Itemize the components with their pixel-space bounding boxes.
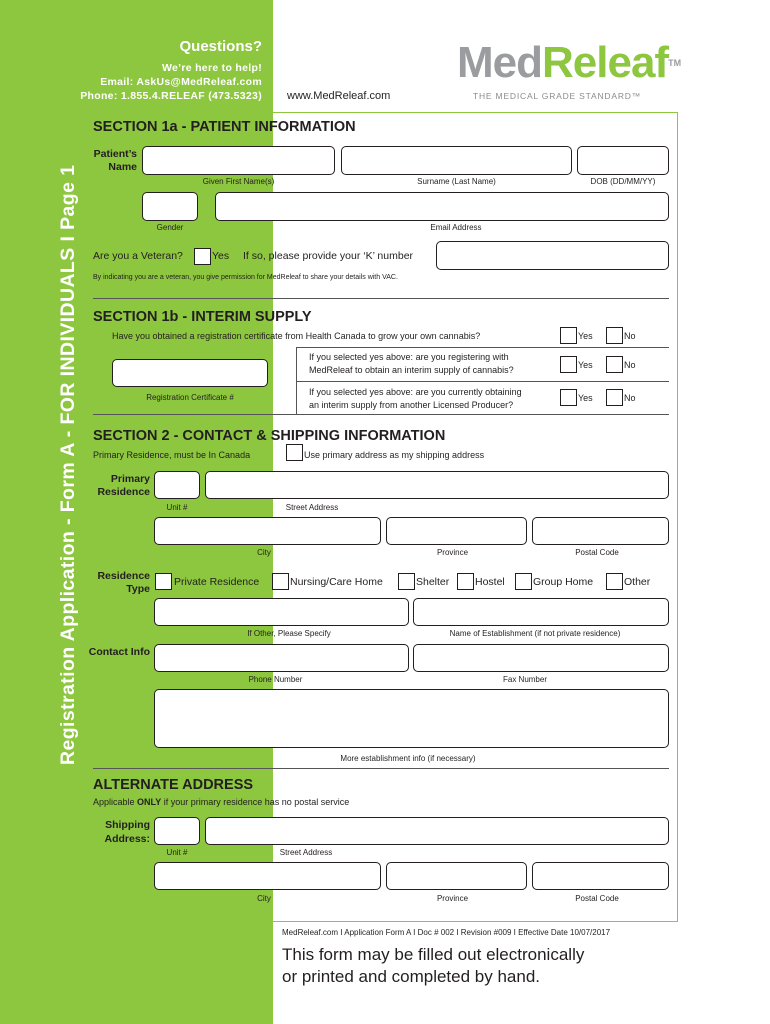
interim-q3-line2: an interim supply from another Licensed Producer?: [309, 400, 514, 410]
residence-nursing-checkbox[interactable]: [272, 573, 289, 590]
q3-no-label: No: [624, 393, 636, 403]
q2-yes-label: Yes: [578, 360, 593, 370]
fax-number-input[interactable]: [413, 644, 669, 672]
website-link[interactable]: www.MedReleaf.com: [287, 90, 391, 102]
shipping-unit-label: Unit #: [166, 848, 188, 857]
alternate-address-note: [93, 797, 349, 807]
email-label: Email Address: [430, 223, 482, 232]
primary-residence-label: Primary Residence: [97, 473, 150, 498]
q3-no-checkbox[interactable]: [606, 389, 623, 406]
shipping-unit-input[interactable]: [154, 817, 200, 845]
q1-no-checkbox[interactable]: [606, 327, 623, 344]
establishment-name-label: Name of Establishment (if not private residence): [449, 629, 621, 638]
primary-street-input[interactable]: [205, 471, 669, 499]
residence-shelter-label: Shelter: [416, 576, 450, 588]
surname-label: Surname (Last Name): [417, 177, 496, 186]
shipping-postal-label: Postal Code: [575, 894, 619, 903]
q2-yes-checkbox[interactable]: [560, 356, 577, 373]
residence-nursing-label: Nursing/Care Home: [290, 576, 383, 588]
shipping-address-label: Shipping Address:: [104, 819, 150, 845]
veteran-yes-label: Yes: [212, 250, 230, 262]
k-number-input[interactable]: [436, 241, 669, 270]
alt-note-prefix: Applicable: [93, 797, 138, 807]
q1-yes-checkbox[interactable]: [560, 327, 577, 344]
fax-number-label: Fax Number: [502, 675, 547, 684]
veteran-disclaimer: By indicating you are a veteran, you give permission for MedReleaf to share your details with VAC.: [93, 274, 398, 281]
q3-yes-label: Yes: [578, 393, 593, 403]
registration-certificate-input[interactable]: [112, 359, 268, 387]
logo-releaf: Releaf: [542, 38, 669, 87]
surname-input[interactable]: [341, 146, 572, 175]
medreleaf-logo: [457, 38, 681, 88]
interim-q1: Have you obtained a registration certificate from Health Canada to grow your own cannabis?: [112, 331, 481, 341]
q2-no-checkbox[interactable]: [606, 356, 623, 373]
gender-label: Gender: [156, 223, 184, 232]
k-number-prompt: If so, please provide your ‘K’ number: [243, 250, 414, 262]
contact-info-label: Contact Info: [88, 646, 150, 658]
gender-input[interactable]: [142, 192, 198, 221]
shipping-province-label: Province: [436, 894, 469, 903]
shipping-postal-input[interactable]: [532, 862, 669, 890]
completion-note-line1: This form may be filled out electronically: [282, 945, 585, 964]
primary-city-label: City: [257, 548, 271, 557]
section-divider: [93, 414, 669, 415]
interim-q2-line2: MedReleaf to obtain an interim supply of cannabis?: [309, 365, 514, 375]
q2-no-label: No: [624, 360, 636, 370]
registration-certificate-label: Registration Certificate #: [146, 393, 234, 402]
contact-email[interactable]: Email: AskUs@MedReleaf.com: [100, 76, 262, 88]
other-specify-label: If Other, Please Specify: [247, 629, 331, 638]
section-divider: [93, 298, 669, 299]
section-1b-title: SECTION 1b - INTERIM SUPPLY: [93, 309, 312, 325]
use-primary-label: Use primary address as my shipping address: [304, 450, 485, 460]
shipping-city-label: City: [257, 894, 271, 903]
logo-med: Med: [457, 38, 542, 87]
residence-group-home-label: Group Home: [533, 576, 594, 588]
given-first-name-input[interactable]: [142, 146, 335, 175]
section-1a-title: SECTION 1a - PATIENT INFORMATION: [93, 119, 356, 135]
interim-q2-line1: If you selected yes above: are you registering with: [309, 352, 509, 362]
shipping-province-input[interactable]: [386, 862, 527, 890]
phone-number-label: Phone Number: [248, 675, 303, 684]
contact-phone: Phone: 1.855.4.RELEAF (473.5323): [80, 90, 262, 102]
residence-private-label: Private Residence: [174, 576, 260, 588]
residence-other-label: Other: [624, 576, 651, 588]
residence-hostel-label: Hostel: [475, 576, 505, 588]
section-divider: [93, 768, 669, 769]
completion-note: [282, 944, 584, 988]
more-info-textarea[interactable]: [154, 689, 669, 748]
residence-type-label: Residence Type: [97, 570, 150, 595]
phone-number-input[interactable]: [154, 644, 409, 672]
logo-tagline: THE MEDICAL GRADE STANDARD™: [473, 91, 642, 101]
primary-city-input[interactable]: [154, 517, 381, 545]
primary-residence-note: Primary Residence, must be In Canada: [93, 450, 251, 460]
alt-note-only: ONLY: [137, 797, 162, 807]
alternate-address-title: ALTERNATE ADDRESS: [93, 777, 254, 793]
primary-unit-label: Unit #: [166, 503, 188, 512]
questions-heading: Questions?: [179, 38, 262, 55]
help-line: We’re here to help!: [161, 62, 262, 74]
dob-label: DOB (DD/MM/YY): [590, 177, 656, 186]
other-specify-input[interactable]: [154, 598, 409, 626]
residence-shelter-checkbox[interactable]: [398, 573, 415, 590]
shipping-street-label: Street Address: [279, 848, 333, 857]
completion-note-line2: or printed and completed by hand.: [282, 967, 541, 986]
more-info-label: More establishment info (if necessary): [340, 754, 476, 763]
primary-unit-input[interactable]: [154, 471, 200, 499]
logo-tm: TM: [668, 58, 682, 68]
primary-street-label: Street Address: [285, 503, 339, 512]
establishment-name-input[interactable]: [413, 598, 669, 626]
primary-province-input[interactable]: [386, 517, 527, 545]
email-input[interactable]: [215, 192, 669, 221]
residence-private-checkbox[interactable]: [155, 573, 172, 590]
section-2-title: SECTION 2 - CONTACT & SHIPPING INFORMATION: [93, 428, 446, 444]
veteran-question: Are you a Veteran?: [93, 250, 183, 262]
interim-divider-1: [296, 347, 669, 348]
alt-note-suffix: if your primary residence has no postal service: [161, 797, 350, 807]
shipping-city-input[interactable]: [154, 862, 381, 890]
q1-no-label: No: [624, 331, 636, 341]
primary-province-label: Province: [436, 548, 469, 557]
document-footer: MedReleaf.com I Application Form A I Doc # 002 I Revision #009 I Effective Date 10/07/2017: [282, 928, 611, 937]
interim-divider-2: [296, 381, 669, 382]
residence-group-home-checkbox[interactable]: [515, 573, 532, 590]
q1-yes-label: Yes: [578, 331, 593, 341]
veteran-yes-checkbox[interactable]: [194, 248, 211, 265]
q3-yes-checkbox[interactable]: [560, 389, 577, 406]
primary-postal-input[interactable]: [532, 517, 669, 545]
patient-name-label: Patient’s Name: [93, 148, 137, 173]
primary-postal-label: Postal Code: [575, 548, 619, 557]
vertical-form-title: Registration Application - Form A - FOR INDIVIDUALS I Page 1: [57, 164, 79, 765]
residence-hostel-checkbox[interactable]: [457, 573, 474, 590]
use-primary-checkbox[interactable]: [286, 444, 303, 461]
shipping-street-input[interactable]: [205, 817, 669, 845]
residence-other-checkbox[interactable]: [606, 573, 623, 590]
interim-q3-line1: If you selected yes above: are you currently obtaining: [309, 387, 522, 397]
given-first-name-label: Given First Name(s): [202, 177, 275, 186]
dob-input[interactable]: [577, 146, 669, 175]
